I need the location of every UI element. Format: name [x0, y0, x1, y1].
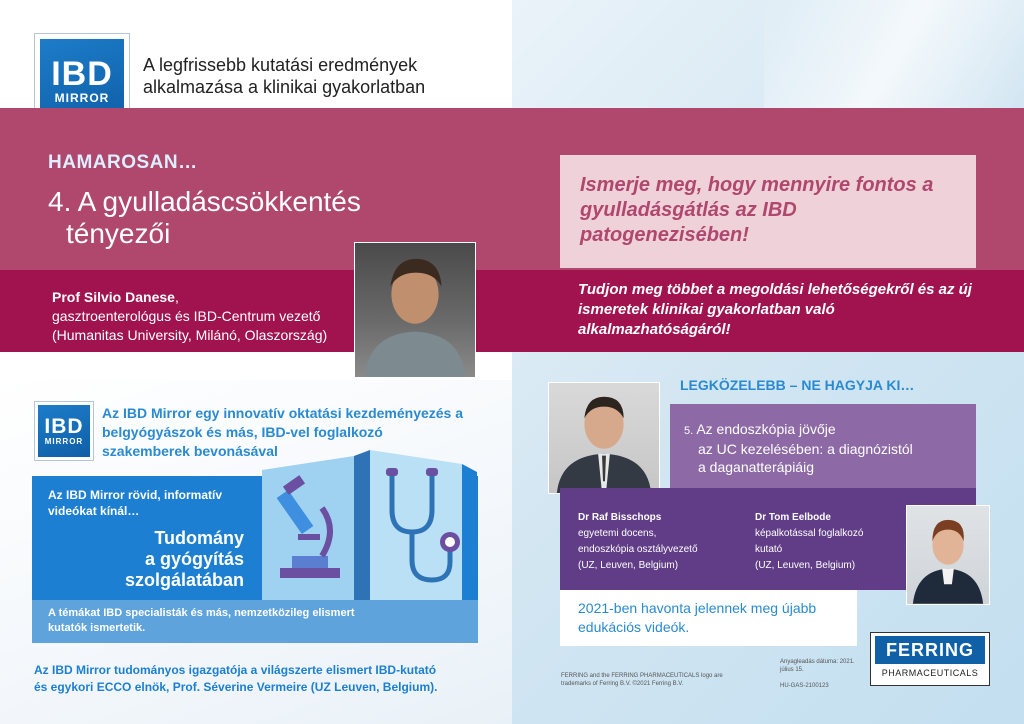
speaker-bisschops: [578, 510, 748, 574]
episode-5-number: 5.: [684, 425, 694, 437]
logo-mirror-text: MIRROR: [54, 91, 110, 105]
episode-5-line-1: Az endoszkópia jövője: [696, 421, 836, 437]
portrait-man-icon: [549, 383, 659, 493]
director-line-2: és egykori ECCO elnök, Prof. Séverine Vermeire (UZ Leuven, Belgium).: [34, 680, 438, 694]
promo-subline: Tudjon meg többet a megoldási lehetőségekről és az új ismeretek klinikai gyakorlatban való alkalmazhatóságáról!: [578, 281, 972, 338]
speaker-danese-name: Prof Silvio Danese: [52, 289, 175, 305]
portrait-man-icon: [355, 243, 475, 377]
logo-ibd-text: IBD: [51, 55, 113, 93]
ibd-mirror-logo-small: [34, 401, 94, 461]
tagline-line-1: A legfrissebb kutatási eredmények: [143, 55, 418, 75]
speaker-danese-photo: [354, 242, 476, 378]
topics-text: A témákat IBD specialisták és más, nemzetközileg elismert kutatók ismertetik.: [48, 607, 355, 634]
legal-notice: FERRING and the FERRING PHARMACEUTICALS logo are trademarks of Ferring B.V. ©2021 Ferring B.V.: [561, 673, 723, 687]
speaker-eelbode-name: Dr Tom Eelbode: [755, 512, 831, 523]
speaker-bisschops-affiliation: (UZ, Leuven, Belgium): [578, 560, 679, 571]
logo-small-ibd-text: IBD: [44, 414, 84, 438]
upcoming-label: HAMAROSAN…: [48, 152, 198, 173]
approval-date: Anyagleadás dátuma: 2021. július 15.: [780, 659, 855, 673]
ferring-logo: [870, 632, 990, 686]
intro-text: Az IBD Mirror egy innovatív oktatási kezdeményezés a belgyógyászok és más, IBD-vel foglalkozó szakemberek bevonásával: [102, 405, 464, 459]
speaker-eelbode: [755, 510, 905, 574]
speaker-eelbode-photo: [906, 505, 990, 605]
episode-4-title: [48, 186, 361, 250]
promo-headline: Ismerje meg, hogy mennyire fontos a gyulladásgátlás az IBD patogenezisében!: [580, 174, 934, 246]
speaker-eelbode-affiliation: (UZ, Leuven, Belgium): [755, 560, 856, 571]
speaker-danese-comma: ,: [174, 289, 179, 305]
offers-text: Az IBD Mirror rövid, informatív videókat kínál…: [48, 488, 223, 518]
science-slogan-line-3: szolgálatában: [124, 570, 244, 590]
speaker-bisschops-photo: [548, 382, 660, 494]
scientific-director-note: [34, 662, 474, 696]
speaker-danese-affiliation: (Humanitas University, Milánó, Olaszország): [52, 327, 328, 343]
episode-4-line-1: 4. A gyulladáscsökkentés: [48, 186, 361, 217]
material-code: HU-GAS-2100123: [780, 683, 829, 689]
portrait-man-icon: [907, 506, 989, 604]
science-slogan-line-2: a gyógyítás: [144, 549, 244, 569]
science-slogan-line-1: Tudomány: [154, 528, 244, 548]
logo-small-mirror-text: MIRROR: [44, 436, 84, 446]
science-slogan: [72, 528, 244, 591]
next-episode-label: LEGKÖZELEBB – NE HAGYJA KI…: [680, 377, 915, 393]
speaker-danese-role: gasztroenterológus és IBD-Centrum vezető: [52, 308, 321, 324]
speaker-bisschops-role-2: endoszkópia osztályvezető: [578, 544, 698, 555]
episode-5-title: [684, 420, 964, 476]
episode-5-box: [670, 404, 976, 488]
speaker-danese: [52, 288, 327, 345]
episode-4-line-2: tényezői: [66, 218, 171, 249]
speaker-bisschops-role-1: egyetemi docens,: [578, 528, 657, 539]
monthly-note: 2021-ben havonta jelennek meg újabb edukációs videók.: [578, 600, 817, 635]
open-book-illustration: [262, 450, 477, 600]
tagline: [143, 54, 425, 98]
director-line-1: Az IBD Mirror tudományos igazgatója a világszerte elismert IBD-kutató: [34, 663, 437, 677]
episode-5-line-2: az UC kezelésében: a diagnózistól: [698, 441, 913, 457]
speaker-eelbode-role-2: kutató: [755, 544, 783, 555]
speaker-eelbode-role-1: képalkotással foglalkozó: [755, 528, 864, 539]
promo-headline-box: [560, 155, 976, 268]
episode-5-line-3: a daganatterápiáig: [698, 459, 814, 475]
speaker-bisschops-name: Dr Raf Bisschops: [578, 512, 662, 523]
ferring-name: FERRING: [875, 636, 985, 664]
tagline-line-2: alkalmazása a klinikai gyakorlatban: [143, 77, 426, 97]
ferring-subtitle: PHARMACEUTICALS: [881, 668, 979, 678]
